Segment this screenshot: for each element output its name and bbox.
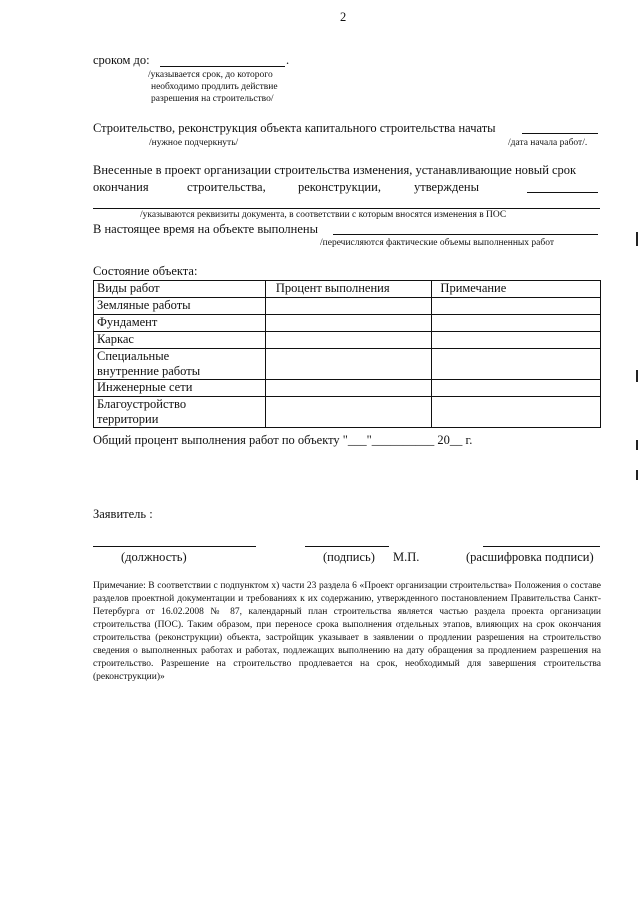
- pos-changes-word-3: реконструкции,: [298, 180, 381, 194]
- column-header-percent: Процент выполнения: [265, 281, 432, 298]
- row-name: Инженерные сети: [94, 380, 266, 397]
- construction-start-hint: /нужное подчеркнуть/: [149, 138, 239, 148]
- page-number: 2: [340, 10, 347, 24]
- column-header-note: Примечание: [432, 281, 601, 298]
- row-name: Земляные работы: [94, 298, 266, 315]
- validity-hint-1: /указывается срок, до которого: [148, 70, 273, 80]
- table-row: [94, 332, 601, 349]
- construction-start-text: Строительство, реконструкция объекта капитального строительства начаты: [93, 121, 496, 135]
- table-row: [94, 315, 601, 332]
- start-date-hint: /дата начала работ/.: [508, 138, 588, 148]
- pos-changes-word-4: утверждены: [414, 180, 479, 194]
- row-percent[interactable]: [265, 380, 432, 397]
- row-note[interactable]: [432, 332, 601, 349]
- validity-hint-3: разрешения на строительство/: [151, 94, 274, 104]
- current-work-field[interactable]: [333, 234, 598, 235]
- row-percent[interactable]: [265, 397, 432, 428]
- table-row: [94, 380, 601, 397]
- row-percent[interactable]: [265, 349, 432, 380]
- row-note[interactable]: [432, 349, 601, 380]
- pos-changes-hint: /указываются реквизиты документа, в соответствии с которым вносятся изменения в ПОС: [140, 210, 507, 220]
- row-name: Специальные внутренние работы: [94, 349, 266, 380]
- stamp-caption: М.П.: [393, 550, 420, 564]
- total-percent-line: Общий процент выполнения работ по объекту "___"__________ 20__ г.: [93, 433, 473, 447]
- start-date-field[interactable]: [522, 133, 598, 134]
- pos-changes-word-2: строительства,: [187, 180, 266, 194]
- decryption-caption: (расшифровка подписи): [466, 550, 594, 564]
- table-row: [94, 349, 601, 380]
- row-name: Благоустройство территории: [94, 397, 266, 428]
- signature-caption: (подпись): [323, 550, 375, 564]
- table-header-row: [94, 281, 601, 298]
- current-work-text: В настоящее время на объекте выполнены: [93, 222, 318, 236]
- applicant-label: Заявитель :: [93, 507, 153, 521]
- row-percent[interactable]: [265, 298, 432, 315]
- decryption-field[interactable]: [483, 546, 600, 547]
- row-percent[interactable]: [265, 332, 432, 349]
- validity-date-field[interactable]: [160, 66, 285, 67]
- column-header-works: Виды работ: [94, 281, 266, 298]
- validity-hint-2: необходимо продлить действие: [151, 82, 278, 92]
- row-note[interactable]: [432, 397, 601, 428]
- object-state-table: [93, 280, 601, 428]
- scan-mark: [636, 370, 638, 382]
- row-percent[interactable]: [265, 315, 432, 332]
- row-note[interactable]: [432, 315, 601, 332]
- row-name: Фундамент: [94, 315, 266, 332]
- approved-by-field[interactable]: [527, 192, 598, 193]
- legal-note: Примечание: В соответствии с подпунктом х) части 23 раздела 6 «Проект организации строительства» Положения о составе разделов проектной документации и требованиях к их содержанию, утвержденного постановлением Правительства Санкт-Петербурга от 16.02.2008 № 87, календарный план строительства является частью раздела проекта организации строительства (ПОС). Таким образом, при переносе срока выполнения отдельных этапов, влияющих на срок окончания строительства (реконструкции) объекта, застройщик указывает в заявлении о продлении разрешения на строительство сведения о выполненных работах и работах, подлежащих выполнению на дату обращения за продлением разрешения на строительство. Разрешение на строительство продлевается на срок, необходимый для завершения строительства (реконструкции)»: [93, 581, 601, 682]
- pos-changes-line1: Внесенные в проект организации строительства изменения, устанавливающие новый срок: [93, 163, 577, 177]
- object-state-title: Состояние объекта:: [93, 264, 198, 278]
- document-details-field[interactable]: [93, 208, 600, 209]
- scan-mark: [636, 232, 638, 246]
- scan-mark: [636, 470, 638, 480]
- scan-mark: [636, 440, 638, 450]
- row-name: Каркас: [94, 332, 266, 349]
- position-field[interactable]: [93, 546, 256, 547]
- pos-changes-word-1: окончания: [93, 180, 149, 194]
- table-row: [94, 298, 601, 315]
- row-note[interactable]: [432, 380, 601, 397]
- position-caption: (должность): [121, 550, 187, 564]
- current-work-hint: /перечисляются фактические объемы выполненных работ: [320, 238, 555, 248]
- signature-field[interactable]: [305, 546, 389, 547]
- row-note[interactable]: [432, 298, 601, 315]
- validity-label: сроком до:: [93, 53, 150, 67]
- table-row: [94, 397, 601, 428]
